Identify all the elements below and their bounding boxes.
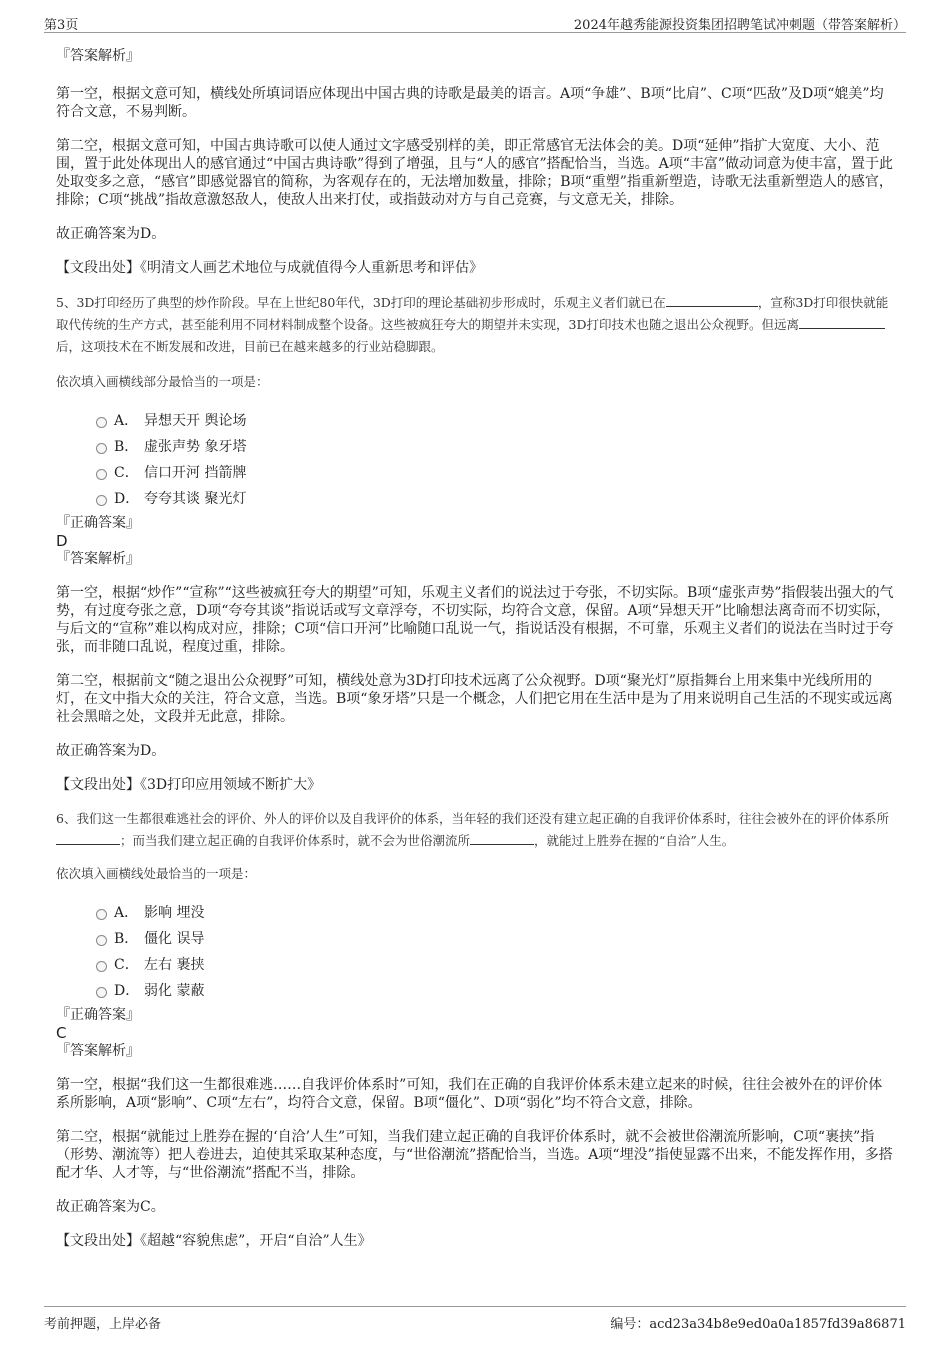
question-5-text: 5、3D打印经历了典型的炒作阶段。早在上世纪80年代，3D打印的理论基础初步形成时，乐观主义者们就已在 ，宣称3D打印很快就能取代传统的生产方式，甚至能利用不同材料制成整个设备。这些被疯狂夸大的期望并未实现，3D打印技术也随之退出公众视野。但远离后，这项技术在不断发展和改进，目前已在越来越多的行业站稳脚跟。 [56, 295, 889, 354]
correct-answer-label: 『正确答案』 [56, 515, 140, 531]
radio-icon[interactable] [96, 961, 107, 972]
radio-icon[interactable] [96, 495, 107, 506]
document-code: 编号：acd23a34b8e9ed0a0a1857fd39a86871 [610, 1317, 906, 1332]
conclusion: 故正确答案为D。 [56, 743, 166, 759]
analysis-paragraph: 第二空，根据文意可知，中国古典诗歌可以使人通过文字感受别样的美，即正常感官无法体会的美。D项“延伸”指扩大宽度、大小、范围，置于此处体现出人的感官通过“中国古典诗歌”得到了增强，且与“人的感官”搭配恰当，当选。A项“丰富”做动词意为使丰富，置于此处取变多之意，“感官”即感觉器官的简称，为客观存在的，无法增加数量，排除；B项“重塑”指重新塑造，诗歌无法重新塑造人的感官，排除；C项“挑战”指故意激怒敌人，使敌人出来打仗，或指鼓动对方与自己竞赛，与文意无关，排除。 [56, 138, 894, 208]
options-list [56, 408, 896, 512]
conclusion: 故正确答案为D。 [56, 226, 166, 242]
analysis-label: 『答案解析』 [56, 551, 140, 567]
page-number: 第3页 [44, 18, 79, 33]
radio-icon[interactable] [96, 443, 107, 454]
radio-icon[interactable] [96, 909, 107, 920]
analysis-label: 『答案解析』 [56, 1043, 140, 1059]
document-title: 2024年越秀能源投资集团招聘笔试冲刺题（带答案解析） [573, 18, 906, 33]
option-a[interactable]: A． 异想天开 舆论场 [56, 408, 896, 434]
footer-slogan: 考前押题，上岸必备 [44, 1317, 162, 1332]
page-header [44, 10, 906, 33]
analysis-paragraph: 第二空，根据“就能过上胜券在握的‘自洽’人生”可知，当我们建立起正确的自我评价体系时，就不会被世俗潮流所影响，C项“裹挟”指（形势、潮流等）把人卷进去，迫使其采取某种态度，与“世俗潮流”搭配恰当，当选。A项“埋没”指使显露不出来，不能发挥作用，多搭配才华、人才等，与“世俗潮流”搭配不当，排除。 [56, 1129, 893, 1181]
source-citation: 【文段出处】《3D打印应用领域不断扩大》 [56, 777, 322, 793]
correct-answer: C [56, 1024, 67, 1042]
analysis-paragraph: 第一空，根据文意可知，横线处所填词语应体现出中国古典的诗歌是最美的语言。A项“争雄”、B项“比肩”、C项“匹敌”及D项“媲美”均符合文意，不易判断。 [56, 86, 884, 120]
radio-icon[interactable] [96, 469, 107, 480]
correct-answer: D [56, 532, 68, 550]
analysis-paragraph: 第一空，根据“炒作”“宣称”“这些被疯狂夸大的期望”可知，乐观主义者们的说法过于夸张，不切实际。B项“虚张声势”指假装出强大的气势，有过度夸张之意，D项“夸夸其谈”指说话或写文章浮夸，不切实际，均符合文意，保留。A项“异想天开”比喻想法离奇而不切实际，与后文的“宣称”难以构成对应，排除；C项“信口开河”比喻随口乱说一气，指说话没有根据，不可靠，乐观主义者们的说法在当时过于夸张，而非随口乱说，程度过重，排除。 [56, 585, 894, 655]
page-content [56, 44, 896, 1250]
option-c[interactable]: C． 左右 裹挟 [56, 952, 896, 978]
radio-icon[interactable] [96, 935, 107, 946]
option-b[interactable]: B． 虚张声势 象牙塔 [56, 434, 896, 460]
analysis-label: 『答案解析』 [56, 48, 140, 64]
question-6-text: 6、我们这一生都很难逃社会的评价、外人的评价以及自我评价的体系，当年轻的我们还没有建立起正确的自我评价体系时，往往会被外在的评价体系所；而当我们建立起正确的自我评价体系时，就不会为世俗潮流所 ，就能过上胜券在握的“自洽”人生。 [56, 811, 889, 848]
answer-blank [470, 832, 534, 845]
answer-blank [666, 294, 758, 307]
answer-blank [799, 316, 885, 329]
options-list [56, 900, 896, 1004]
radio-icon[interactable] [96, 987, 107, 998]
source-citation: 【文段出处】《超越“容貌焦虑”，开启“自洽”人生》 [56, 1233, 372, 1249]
question-prompt: 依次填入画横线部分最恰当的一项是： [56, 374, 269, 389]
option-c[interactable]: C． 信口开河 挡箭牌 [56, 460, 896, 486]
conclusion: 故正确答案为C。 [56, 1199, 165, 1215]
correct-answer-label: 『正确答案』 [56, 1007, 140, 1023]
option-d[interactable]: D． 弱化 蒙蔽 [56, 978, 896, 1004]
analysis-paragraph: 第二空，根据前文“随之退出公众视野”可知，横线处意为3D打印技术远离了公众视野。D项“聚光灯”原指舞台上用来集中光线所用的灯，在文中指大众的关注，符合文意，当选。B项“象牙塔”只是一个概念，人们把它用在生活中是为了用来说明自己生活的不现实或远离社会黑暗之处，文段并无此意，排除。 [56, 673, 893, 725]
radio-icon[interactable] [96, 417, 107, 428]
answer-blank [56, 832, 120, 845]
option-a[interactable]: A． 影响 埋没 [56, 900, 896, 926]
question-prompt: 依次填入画横线处最恰当的一项是： [56, 866, 257, 881]
option-d[interactable]: D． 夸夸其谈 聚光灯 [56, 486, 896, 512]
source-citation: 【文段出处】《明清文人画艺术地位与成就值得今人重新思考和评估》 [56, 260, 483, 276]
option-b[interactable]: B． 僵化 误导 [56, 926, 896, 952]
page-footer [44, 1306, 906, 1332]
analysis-paragraph: 第一空，根据“我们这一生都很难逃……自我评价体系时”可知，我们在正确的自我评价体系未建立起来的时候，往往会被外在的评价体系所影响，A项“影响”、C项“左右”，均符合文意，保留。B项“僵化”、D项“弱化”均不符合文意，排除。 [56, 1077, 883, 1111]
